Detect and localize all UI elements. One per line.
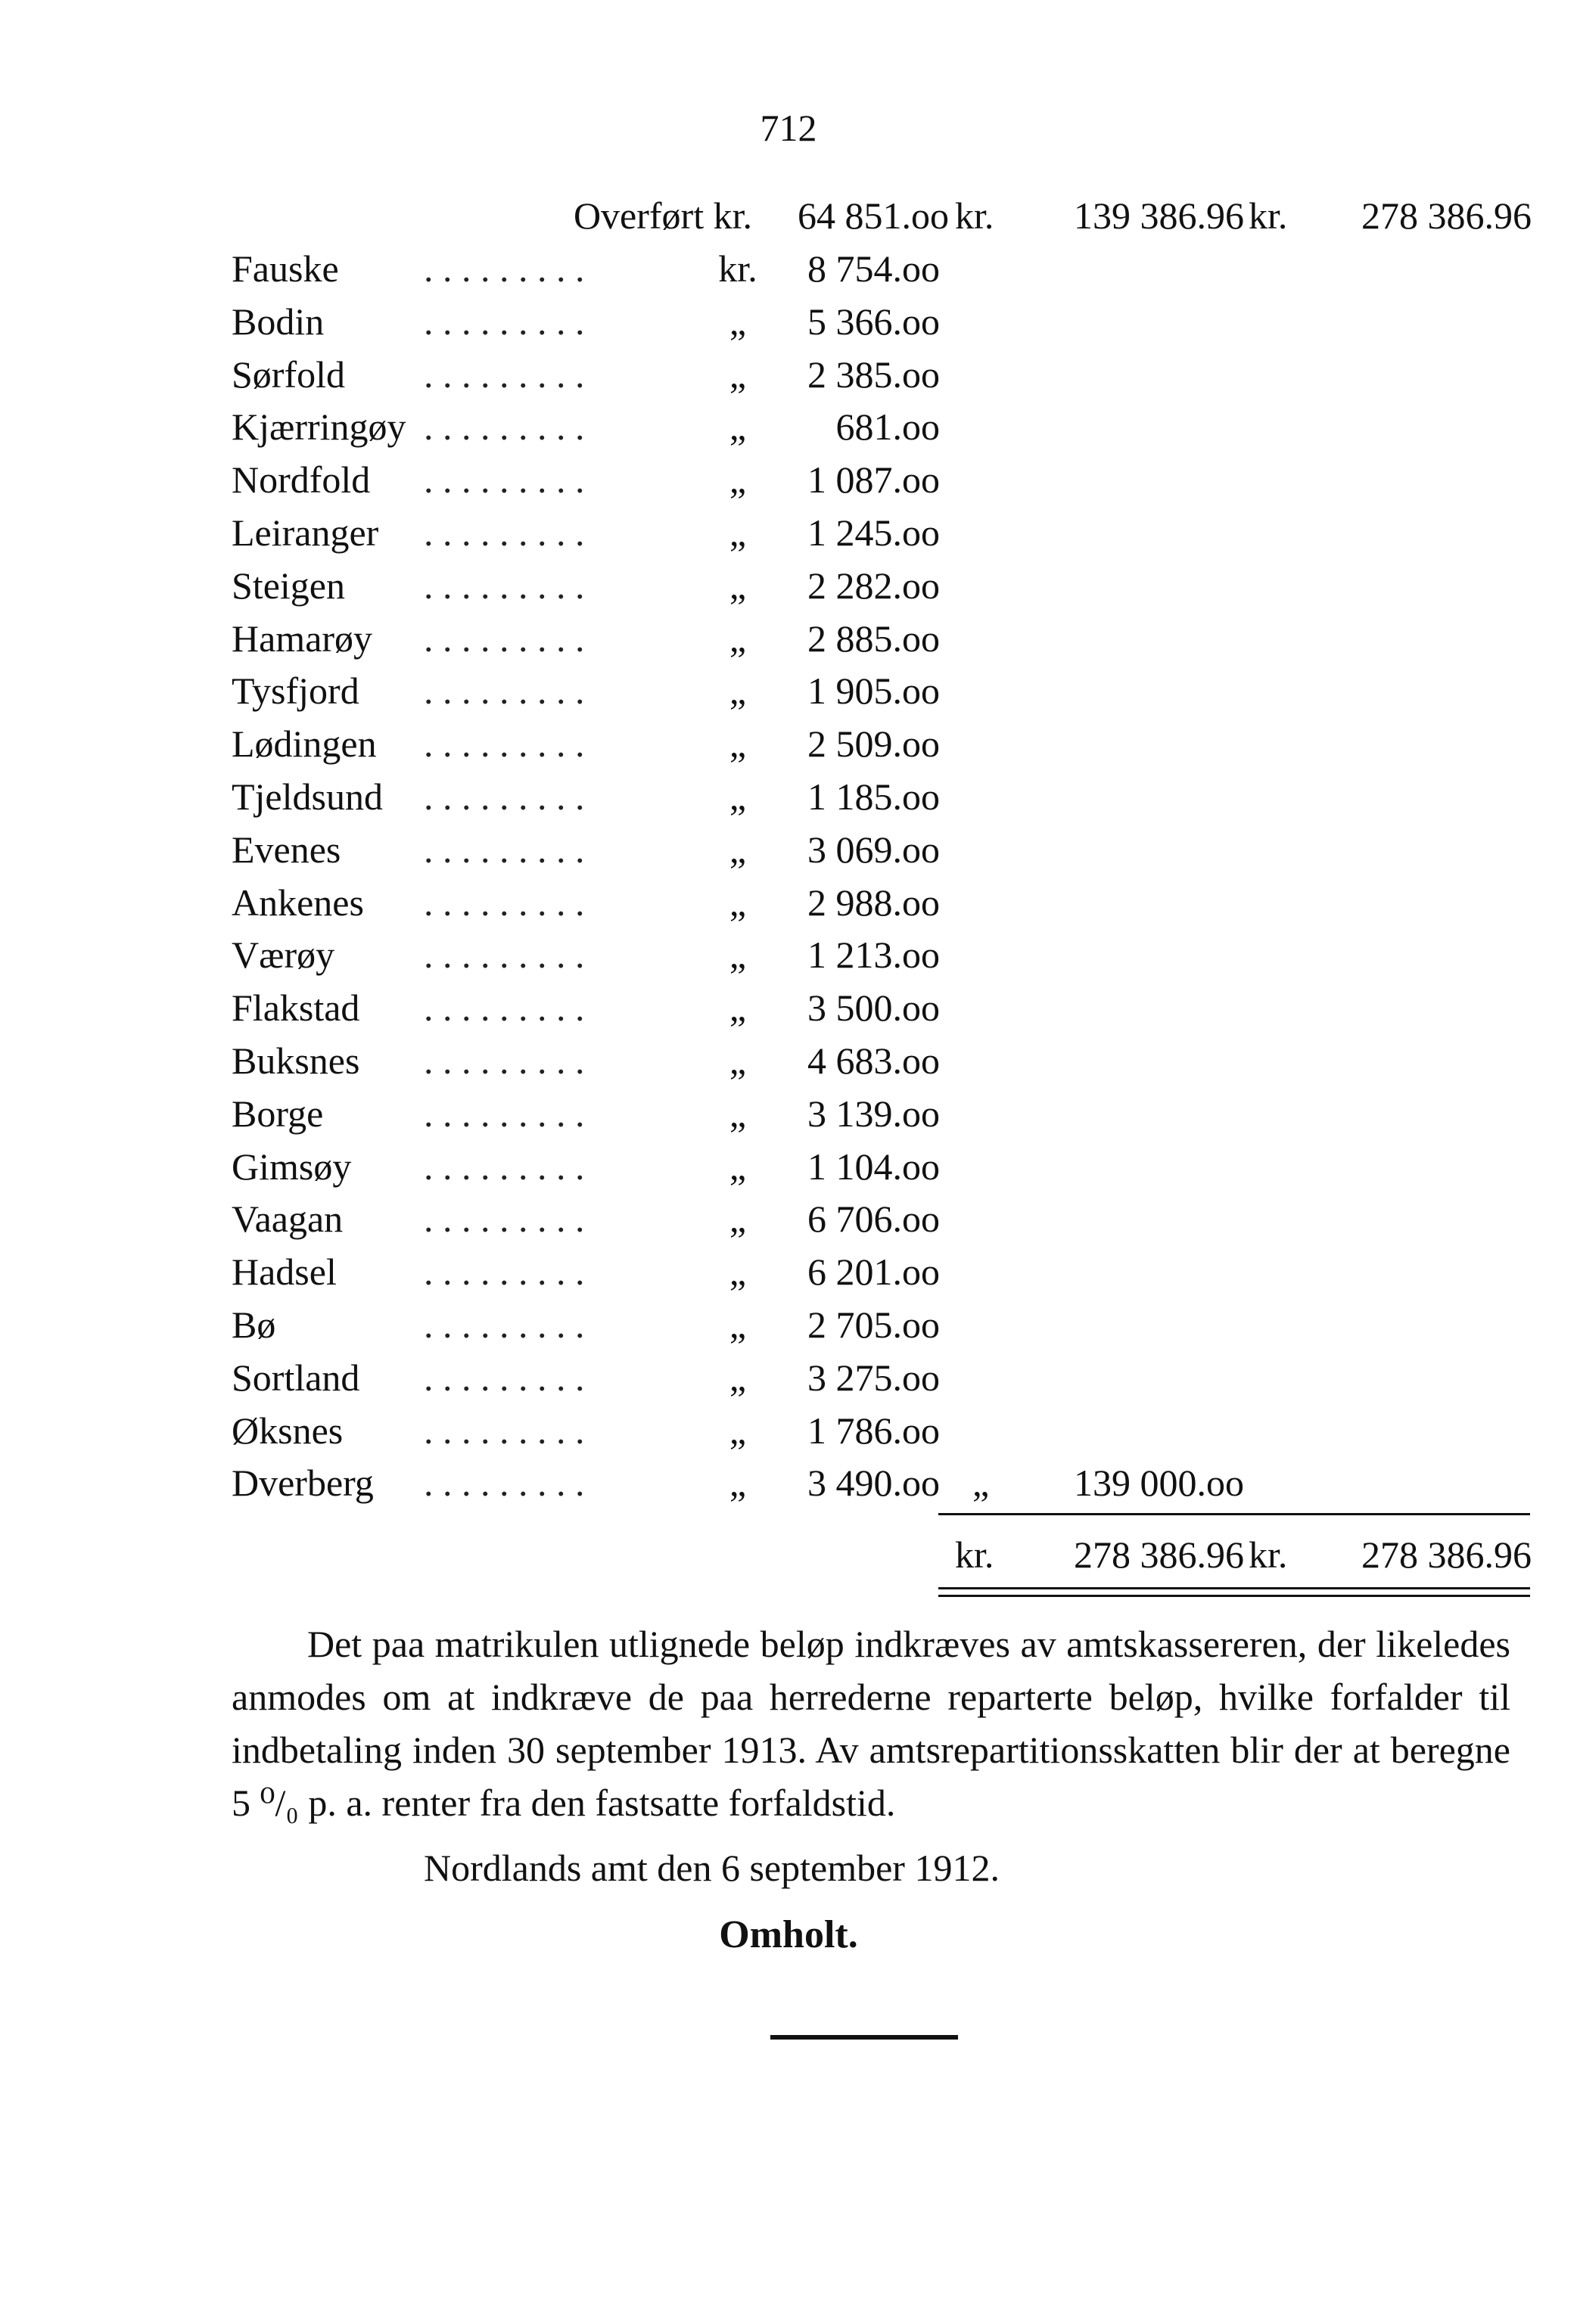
- currency-unit: „: [729, 1409, 747, 1452]
- municipality-amount: 6 706.oo: [807, 1198, 940, 1240]
- currency-unit: „: [729, 828, 747, 871]
- carryover-label: Overført kr.: [573, 194, 752, 237]
- currency-unit: „: [729, 1462, 747, 1504]
- municipality-amount: 1 905.oo: [807, 670, 940, 712]
- municipality-amount: 5 366.oo: [807, 300, 940, 343]
- municipality-name: Tysfjord: [232, 670, 359, 712]
- total-amount-2: 278 386.96: [1361, 1533, 1532, 1576]
- municipality-amount: 3 500.oo: [807, 986, 940, 1029]
- municipality-amount: 681.oo: [835, 405, 940, 448]
- subtotal-unit: „: [972, 1462, 990, 1504]
- municipality-amount: 3 069.oo: [807, 828, 940, 871]
- total-amount-1: 278 386.96: [1074, 1533, 1244, 1576]
- municipality-amount: 1 087.oo: [807, 458, 940, 501]
- municipality-name: Steigen: [232, 564, 345, 607]
- municipality-name: Hamarøy: [232, 617, 373, 660]
- dateline: Nordlands amt den 6 september 1912.: [424, 1847, 1000, 1889]
- municipality-name: Øksnes: [232, 1409, 344, 1452]
- municipality-name: Værøy: [232, 934, 335, 976]
- municipality-name: Hadsel: [232, 1251, 337, 1293]
- leader-dots: . . . . . . . . .: [424, 1303, 585, 1346]
- currency-unit: „: [729, 353, 747, 396]
- municipality-name: Nordfold: [232, 458, 371, 501]
- currency-unit: „: [729, 881, 747, 924]
- leader-dots: . . . . . . . . .: [424, 1145, 585, 1188]
- municipality-name: Sørfold: [232, 353, 345, 396]
- currency-unit: „: [729, 564, 747, 607]
- closing-rule: [770, 2035, 958, 2040]
- currency-unit: „: [729, 934, 747, 976]
- currency-unit: „: [729, 1356, 747, 1399]
- municipality-amount: 1 104.oo: [807, 1145, 940, 1188]
- municipality-name: Buksnes: [232, 1039, 360, 1082]
- leader-dots: . . . . . . . . .: [424, 1356, 585, 1399]
- leader-dots: . . . . . . . . .: [424, 722, 585, 765]
- leader-dots: . . . . . . . . .: [424, 934, 585, 976]
- subtotal-amount: 139 000.oo: [1074, 1462, 1244, 1504]
- leader-dots: . . . . . . . . .: [424, 775, 585, 818]
- municipality-name: Gimsøy: [232, 1145, 352, 1188]
- municipality-name: Sortland: [232, 1356, 360, 1399]
- carryover-kr-2: kr.: [955, 194, 994, 237]
- currency-unit: „: [729, 775, 747, 818]
- leader-dots: . . . . . . . . .: [424, 405, 585, 448]
- currency-unit: „: [729, 722, 747, 765]
- municipality-amount: 2 988.oo: [807, 881, 940, 924]
- municipality-name: Dverberg: [232, 1462, 374, 1504]
- municipality-name: Borge: [232, 1092, 324, 1135]
- municipality-amount: 2 705.oo: [807, 1303, 940, 1346]
- leader-dots: . . . . . . . . .: [424, 564, 585, 607]
- carryover-amount-3: 278 386.96: [1361, 194, 1532, 237]
- leader-dots: . . . . . . . . .: [424, 881, 585, 924]
- municipality-name: Ankenes: [232, 881, 364, 924]
- signature: Omholt.: [719, 1913, 858, 1956]
- currency-unit: „: [729, 1198, 747, 1240]
- carryover-amount-1: 64 851.oo: [798, 194, 949, 237]
- page-number: 712: [760, 107, 817, 149]
- municipality-amount: 1 245.oo: [807, 511, 940, 554]
- municipality-amount: 2 509.oo: [807, 722, 940, 765]
- leader-dots: . . . . . . . . .: [424, 617, 585, 660]
- leader-dots: . . . . . . . . .: [424, 1198, 585, 1240]
- currency-unit: „: [729, 1145, 747, 1188]
- currency-unit: kr.: [718, 247, 757, 290]
- municipality-amount: 1 213.oo: [807, 934, 940, 976]
- currency-unit: „: [729, 1092, 747, 1135]
- leader-dots: . . . . . . . . .: [424, 1462, 585, 1504]
- leader-dots: . . . . . . . . .: [424, 353, 585, 396]
- municipality-name: Bodin: [232, 300, 325, 343]
- leader-dots: . . . . . . . . .: [424, 511, 585, 554]
- leader-dots: . . . . . . . . .: [424, 986, 585, 1029]
- municipality-amount: 2 385.oo: [807, 353, 940, 396]
- currency-unit: „: [729, 1303, 747, 1346]
- leader-dots: . . . . . . . . .: [424, 1092, 585, 1135]
- municipality-name: Lødingen: [232, 722, 377, 765]
- currency-unit: „: [729, 300, 747, 343]
- leader-dots: . . . . . . . . .: [424, 1039, 585, 1082]
- municipality-name: Kjærringøy: [232, 405, 406, 448]
- municipality-amount: 1 786.oo: [807, 1409, 940, 1452]
- currency-unit: „: [729, 986, 747, 1029]
- municipality-amount: 3 139.oo: [807, 1092, 940, 1135]
- currency-unit: „: [729, 405, 747, 448]
- municipality-amount: 6 201.oo: [807, 1251, 940, 1293]
- currency-unit: „: [729, 1251, 747, 1293]
- municipality-name: Bø: [232, 1303, 276, 1346]
- municipality-name: Tjeldsund: [232, 775, 383, 818]
- total-kr-1: kr.: [955, 1533, 994, 1576]
- leader-dots: . . . . . . . . .: [424, 458, 585, 501]
- leader-dots: . . . . . . . . .: [424, 670, 585, 712]
- municipality-name: Fauske: [232, 247, 339, 290]
- municipality-amount: 3 275.oo: [807, 1356, 940, 1399]
- municipality-amount: 4 683.oo: [807, 1039, 940, 1082]
- currency-unit: „: [729, 458, 747, 501]
- leader-dots: . . . . . . . . .: [424, 1409, 585, 1452]
- municipality-amount: 2 282.oo: [807, 564, 940, 607]
- municipality-name: Leiranger: [232, 511, 379, 554]
- total-double-rule-top: [938, 1587, 1530, 1589]
- municipality-amount: 2 885.oo: [807, 617, 940, 660]
- leader-dots: . . . . . . . . .: [424, 300, 585, 343]
- municipality-amount: 8 754.oo: [807, 247, 940, 290]
- total-separator-line: [938, 1513, 1530, 1515]
- leader-dots: . . . . . . . . .: [424, 828, 585, 871]
- currency-unit: „: [729, 670, 747, 712]
- leader-dots: . . . . . . . . .: [424, 1251, 585, 1293]
- leader-dots: . . . . . . . . .: [424, 247, 585, 290]
- municipality-amount: 1 185.oo: [807, 775, 940, 818]
- total-kr-2: kr.: [1249, 1533, 1288, 1576]
- municipality-name: Flakstad: [232, 986, 360, 1029]
- municipality-name: Evenes: [232, 828, 341, 871]
- carryover-amount-2: 139 386.96: [1074, 194, 1244, 237]
- body-paragraph: Det paa matrikulen utlignede beløp indkræves av amtskassereren, der likeledes anmodes om at indkræve de paa herrederne reparterte beløp, hvilke forfalder til indbetaling inden 30 september 1913. Av amtsrepartitionsskatten blir der at beregne 5 ⁰/₀ p. a. renter fra den fastsatte forfaldstid.: [232, 1623, 1510, 1824]
- municipality-name: Vaagan: [232, 1198, 344, 1240]
- currency-unit: „: [729, 1039, 747, 1082]
- municipality-amount: 3 490.oo: [807, 1462, 940, 1504]
- carryover-kr-3: kr.: [1249, 194, 1288, 237]
- currency-unit: „: [729, 617, 747, 660]
- currency-unit: „: [729, 511, 747, 554]
- total-double-rule-bottom: [938, 1595, 1530, 1597]
